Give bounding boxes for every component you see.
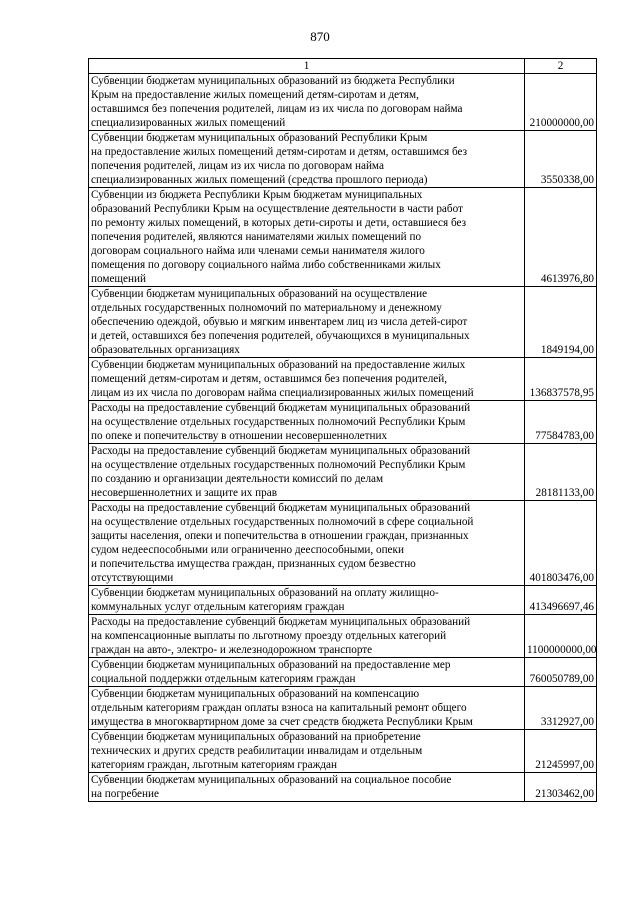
description-line: оставшимся без попечения родителей, лицам из их числа по договорам найма	[91, 103, 463, 115]
description-line: Субвенции бюджетам муниципальных образований на компенсацию	[91, 688, 420, 700]
description-line: на предоставление жилых помещений детям-сиротам и детям, оставшимся без	[91, 146, 468, 158]
description-line: на погребение	[91, 788, 159, 800]
table-row	[89, 287, 597, 358]
description-line: Субвенции из бюджета Республики Крым бюджетам муниципальных	[91, 189, 423, 201]
description-line: категориям граждан, льготным категориям граждан	[91, 759, 337, 771]
description-line: социальной поддержки отдельным категориям граждан	[91, 673, 356, 685]
row-amount: 401803476,00	[525, 501, 597, 586]
row-amount: 28181133,00	[525, 444, 597, 501]
row-description	[89, 501, 525, 586]
description-line: отсутствующими	[91, 572, 174, 584]
page-number: 870	[310, 29, 330, 44]
description-line: судом недееспособными или ограниченно дееспособными, опеки	[91, 544, 404, 556]
description-line: помещений детям-сиротам и детям, оставшимся без попечения родителей,	[91, 373, 448, 385]
row-description	[89, 358, 525, 401]
row-description	[89, 658, 525, 687]
description-line: граждан на авто-, электро- и железнодорожном транспорте	[91, 644, 373, 656]
row-amount: 21245997,00	[525, 730, 597, 773]
description-line: образовательных организациях	[91, 344, 240, 356]
table-row	[89, 501, 597, 586]
description-line: лицам из их числа по договорам найма специализированных жилых помещений	[91, 387, 474, 399]
table-row	[89, 358, 597, 401]
column-header-1: 1	[89, 59, 525, 74]
row-description	[89, 287, 525, 358]
description-line: Субвенции бюджетам муниципальных образований на предоставление жилых	[91, 359, 466, 371]
row-description	[89, 730, 525, 773]
description-line: договорам социального найма или членами семьи нанимателя жилого	[91, 245, 425, 257]
row-amount: 760050789,00	[525, 658, 597, 687]
description-line: помещения по договору социального найма либо собственниками жилых	[91, 259, 441, 271]
description-line: на осуществление отдельных государственных полномочий Республики Крым	[91, 416, 466, 428]
row-description	[89, 586, 525, 615]
description-line: по созданию и организации деятельности комиссий по делам	[91, 473, 384, 485]
row-amount: 136837578,95	[525, 358, 597, 401]
table-row	[89, 74, 597, 131]
table-row	[89, 188, 597, 287]
row-amount: 77584783,00	[525, 401, 597, 444]
table-row	[89, 687, 597, 730]
row-description	[89, 687, 525, 730]
description-line: несовершеннолетних и защите их прав	[91, 487, 277, 499]
description-line: Субвенции бюджетам муниципальных образований на приобретение	[91, 731, 421, 743]
row-description	[89, 131, 525, 188]
row-description	[89, 615, 525, 658]
description-line: Субвенции бюджетам муниципальных образований Республики Крым	[91, 132, 428, 144]
description-line: защиты населения, опеки и попечительства в отношении граждан, признанных	[91, 530, 469, 542]
row-description	[89, 188, 525, 287]
table-row	[89, 773, 597, 802]
description-line: специализированных жилых помещений	[91, 117, 286, 129]
table-row	[89, 444, 597, 501]
description-line: на осуществление отдельных государственных полномочий в сфере социальной	[91, 516, 474, 528]
description-line: Крым на предоставление жилых помещений детям-сиротам и детям,	[91, 89, 419, 101]
row-amount: 4613976,80	[525, 188, 597, 287]
table-row	[89, 658, 597, 687]
description-line: отдельных государственных полномочий по материальному и денежному	[91, 302, 442, 314]
description-line: Субвенции бюджетам муниципальных образований на предоставление мер	[91, 659, 451, 671]
row-description	[89, 444, 525, 501]
description-line: обеспечению одеждой, обувью и мягким инвентарем лиц из числа детей-сирот	[91, 316, 468, 328]
row-amount: 1849194,00	[525, 287, 597, 358]
description-line: на компенсационные выплаты по льготному проезду отдельных категорий	[91, 630, 447, 642]
row-description	[89, 401, 525, 444]
description-line: и попечительства имущества граждан, признанных судом безвестно	[91, 558, 416, 570]
column-header-2: 2	[525, 59, 597, 74]
description-line: отдельным категориям граждан оплаты взноса на капитальный ремонт общего	[91, 702, 467, 714]
description-line: Субвенции бюджетам муниципальных образований на социальное пособие	[91, 774, 452, 786]
description-line: специализированных жилых помещений (средства прошлого периода)	[91, 174, 428, 186]
row-amount: 210000000,00	[525, 74, 597, 131]
description-line: Субвенции бюджетам муниципальных образований на осуществление	[91, 288, 428, 300]
description-line: Расходы на предоставление субвенций бюджетам муниципальных образований	[91, 502, 471, 514]
description-line: Субвенции бюджетам муниципальных образований из бюджета Республики	[91, 75, 455, 87]
budget-table	[88, 58, 597, 802]
table-row	[89, 586, 597, 615]
row-amount: 21303462,00	[525, 773, 597, 802]
table-row	[89, 131, 597, 188]
description-line: имущества в многоквартирном доме за счет средств бюджета Республики Крым	[91, 716, 473, 728]
description-line: Субвенции бюджетам муниципальных образований на оплату жилищно-	[91, 587, 439, 599]
row-amount: 3312927,00	[525, 687, 597, 730]
row-amount: 413496697,46	[525, 586, 597, 615]
table-row	[89, 401, 597, 444]
description-line: образований Республики Крым на осуществление деятельности в части работ	[91, 203, 463, 215]
description-line: и детей, оставшихся без попечения родителей, обучающихся в муниципальных	[91, 330, 470, 342]
description-line: по опеке и попечительству в отношении несовершеннолетних	[91, 430, 388, 442]
description-line: на осуществление отдельных государственных полномочий Республики Крым	[91, 459, 466, 471]
description-line: технических и других средств реабилитации инвалидам и отдельным	[91, 745, 423, 757]
description-line: попечения родителей, лицам из их числа по договорам найма	[91, 160, 384, 172]
table-row	[89, 615, 597, 658]
row-description	[89, 74, 525, 131]
row-amount: 3550338,00	[525, 131, 597, 188]
description-line: попечения родителей, являются нанимателями жилых помещений по	[91, 231, 422, 243]
description-line: Расходы на предоставление субвенций бюджетам муниципальных образований	[91, 445, 471, 457]
description-line: Расходы на предоставление субвенций бюджетам муниципальных образований	[91, 402, 471, 414]
table-header-row	[89, 59, 597, 74]
table-row	[89, 730, 597, 773]
description-line: коммунальных услуг отдельным категориям граждан	[91, 601, 345, 613]
description-line: помещений	[91, 273, 146, 285]
description-line: по ремонту жилых помещений, в которых дети-сироты и дети, оставшиеся без	[91, 217, 467, 229]
row-amount: 1100000000,00	[525, 615, 597, 658]
row-description	[89, 773, 525, 802]
description-line: Расходы на предоставление субвенций бюджетам муниципальных образований	[91, 616, 471, 628]
